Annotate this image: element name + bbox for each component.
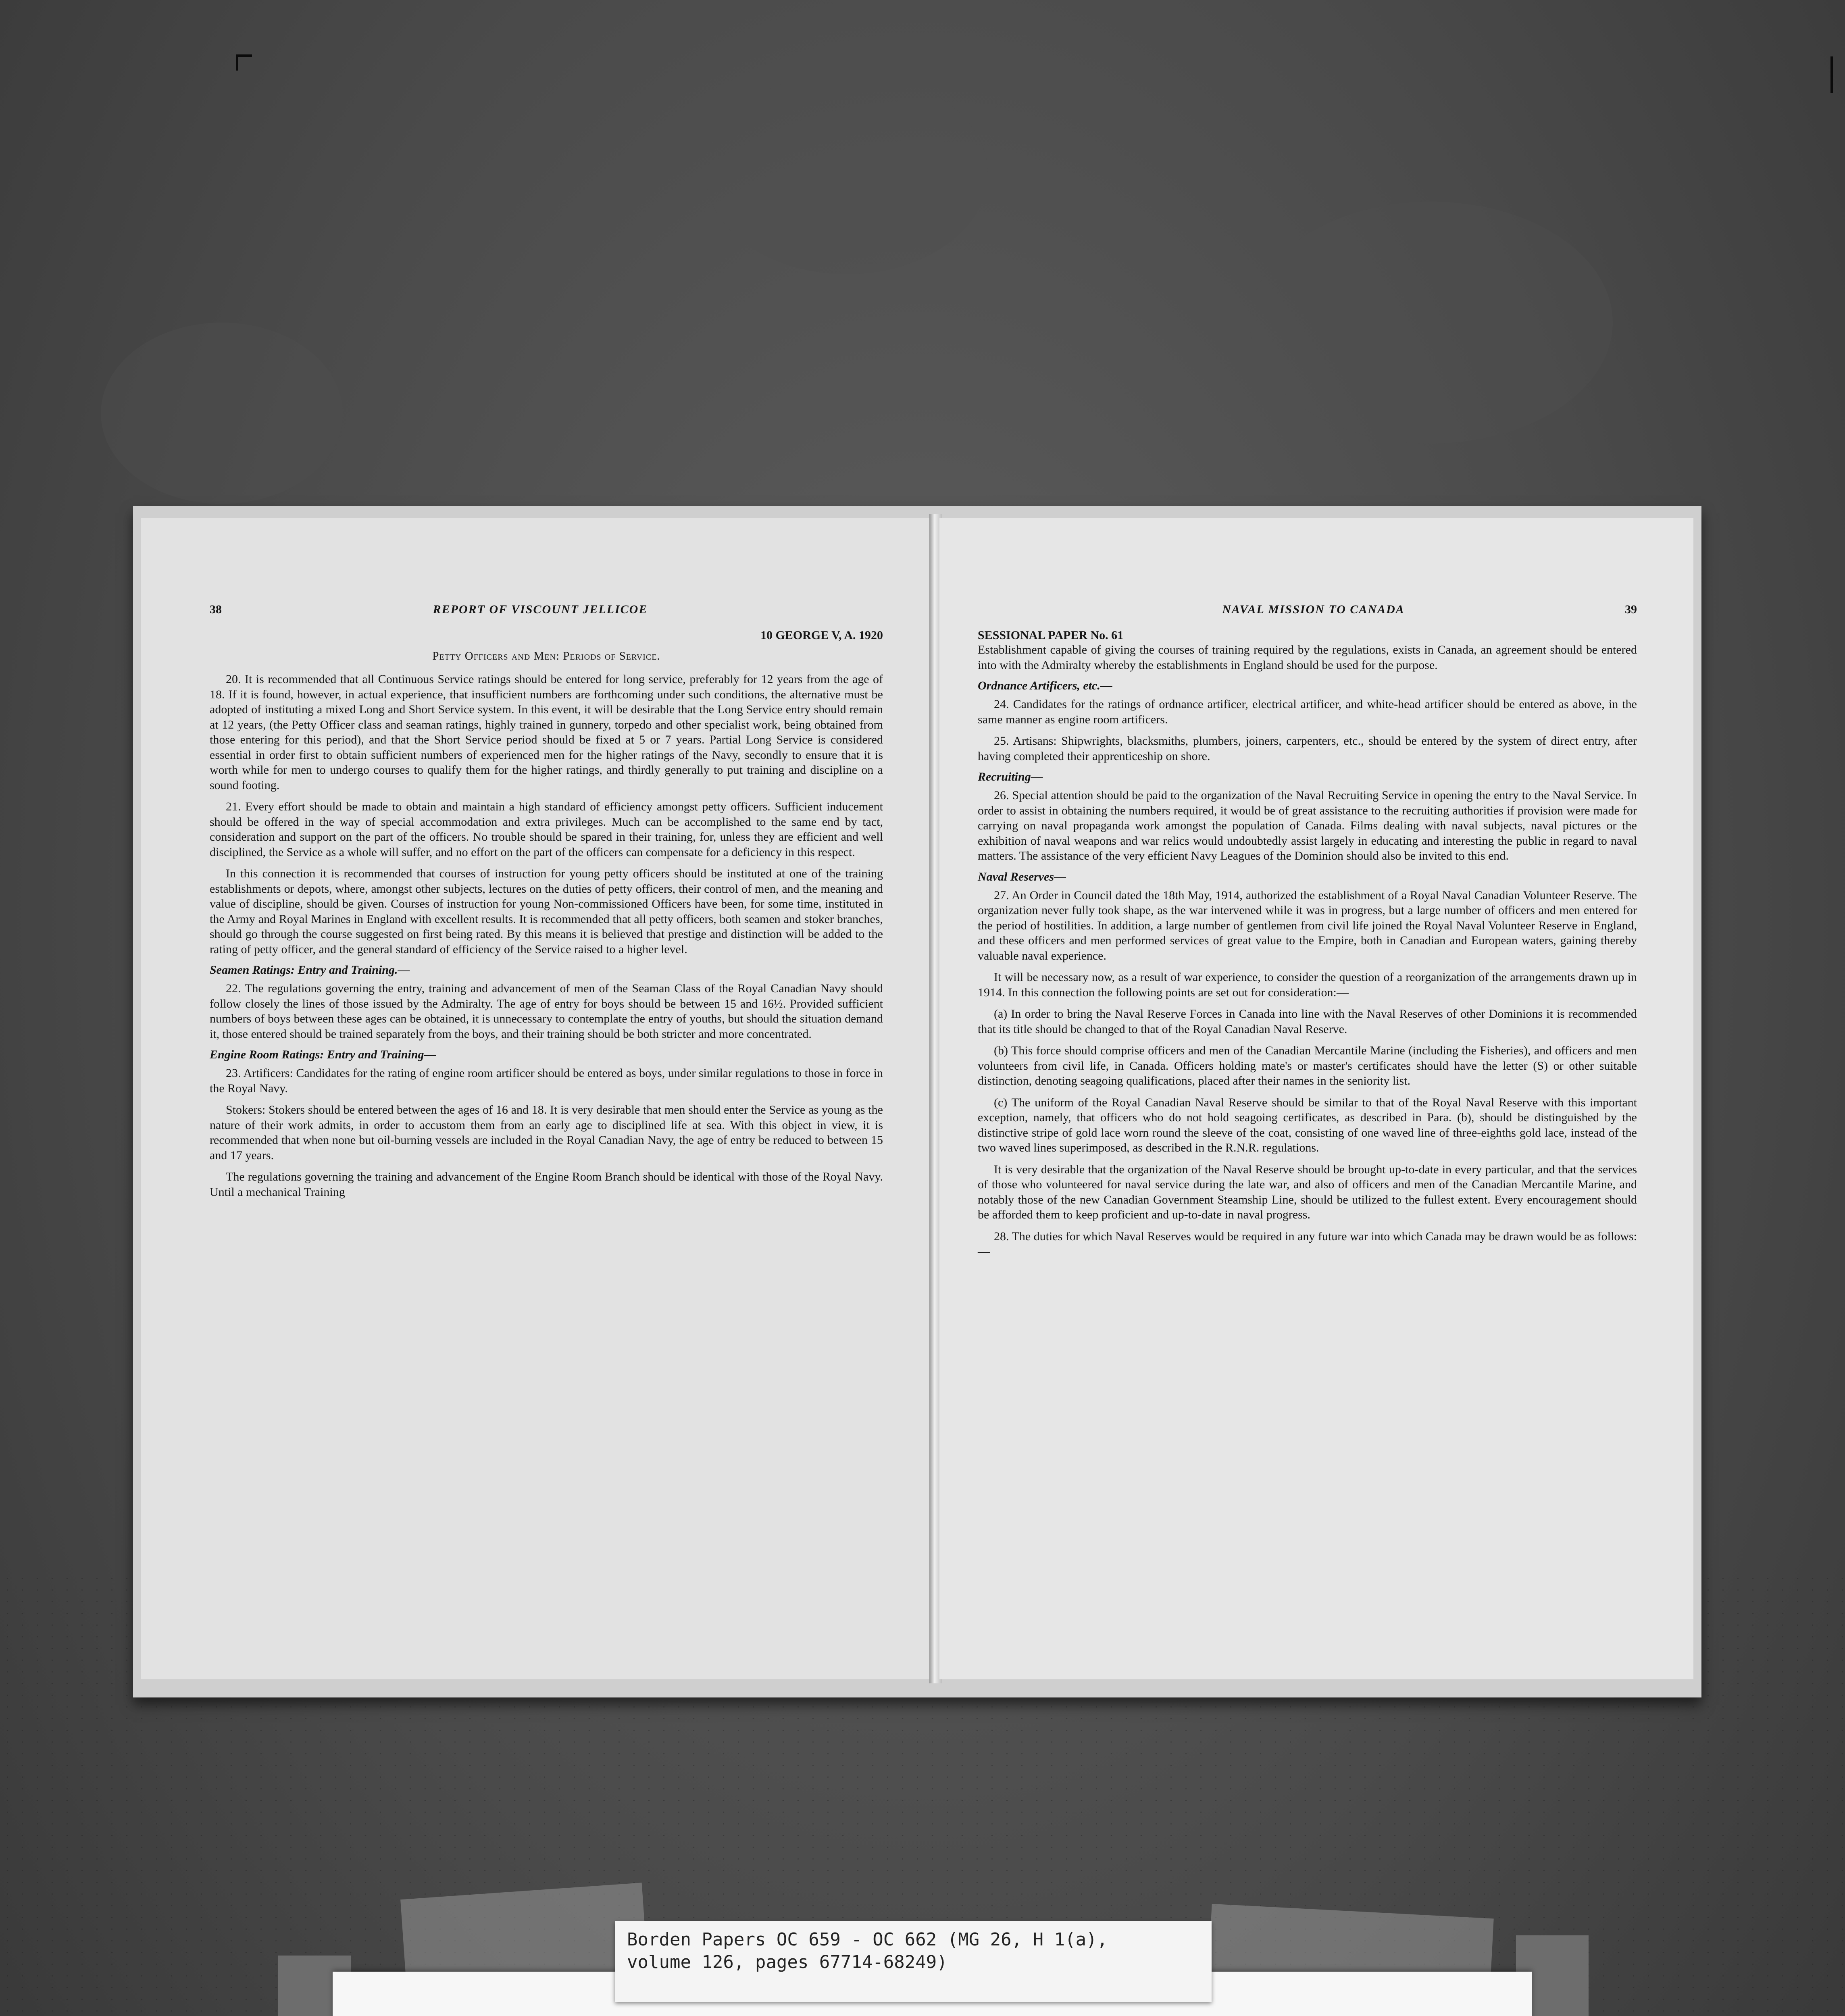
heading-seamen-ratings: Seamen Ratings: Entry and Training.— bbox=[210, 963, 410, 977]
heading-naval-reserves: Naval Reserves— bbox=[978, 870, 1066, 883]
right-page-number: 39 bbox=[1625, 603, 1637, 616]
heading-recruiting: Recruiting— bbox=[978, 770, 1043, 783]
background-stain bbox=[1250, 202, 1613, 444]
left-running-title: REPORT OF VISCOUNT JELLICOE bbox=[433, 603, 648, 616]
paragraph-24: 24. Candidates for the ratings of ordnance artificer, electrical artificer, and white-head artificer should be entered as above, in the same manner as engine room artificers. bbox=[978, 698, 1637, 726]
open-book bbox=[133, 506, 1701, 1697]
paragraph-23: 23. Artificers: Candidates for the rating of engine room artificer should be entered as boys, under similar regulations to those in force in the Royal Navy. bbox=[210, 1066, 883, 1095]
right-running-title: NAVAL MISSION TO CANADA bbox=[1222, 603, 1405, 616]
reference-label-line1: Borden Papers OC 659 - OC 662 (MG 26, H 1(a), bbox=[627, 1929, 1108, 1950]
right-running-header bbox=[978, 603, 1637, 616]
paragraph-b: (b) This force should comprise officers and men of the Canadian Mercantile Marine (including the Fisheries), and officers and men volunteers from civil life, in Canada. Officers holding mate's or master's certificates should have the letter (S) or other suitable distinction, denoting seagoing qualifications, placed after their names in the seniority list. bbox=[978, 1044, 1637, 1087]
reference-label bbox=[615, 1921, 1212, 2002]
paragraph-27: 27. An Order in Council dated the 18th May, 1914, authorized the establishment of a Royal Naval Canadian Volunteer Reserve. The organization never fully took shape, as the war intervened while it was in progress, but a large number of officers and men entered for the period of hostilities. In addition, a large number of gentlemen from civil life joined the Royal Naval Volunteer Reserve in England, and these officers and men performed services of great value to the Empire, both in Canadian and European waters, gaining thereby valuable naval experience. bbox=[978, 888, 1637, 962]
section-title: Petty Officers and Men: Periods of Service. bbox=[432, 650, 660, 662]
paragraph-c: (c) The uniform of the Royal Canadian Naval Reserve should be similar to that of the Royal Naval Reserve with this important exception, namely, that officers who do not hold seagoing certificates, as described in Para. (b), should be distinguished by the distinctive stripe of gold lace worn round the sleeve of the coat, consisting of one waved line of three-eighths gold lace, instead of the two waved lines superimposed, as described in the R.N.R. regulations. bbox=[978, 1095, 1637, 1154]
paragraph-28: 28. The duties for which Naval Reserves would be required in any future war into which Canada may be drawn would be as follows:— bbox=[978, 1229, 1637, 1258]
paragraph-regulations: The regulations governing the training and advancement of the Engine Room Branch should be identical with those of the Royal Navy. Until a mechanical Training bbox=[210, 1170, 883, 1199]
heading-engine-room: Engine Room Ratings: Entry and Training— bbox=[210, 1048, 436, 1061]
paragraph-desirable: It is very desirable that the organization of the Naval Reserve should be brought up-to-date in every particular, and that the services of those who volunteered for naval service during the late war, and also of officers and men of the Canadian Mercantile Marine, and notably those of the new Canadian Government Steamship Line, should be utilized to the fullest extent. Every encouragement should be afforded them to keep proficient and up-to-date in naval progress. bbox=[978, 1162, 1637, 1221]
paragraph-22: 22. The regulations governing the entry, training and advancement of men of the Seaman Class of the Royal Canadian Navy should follow closely the lines of those issued by the Admiralty. The age of entry for boys should be between 15 and 16½. Provided sufficient numbers of boys between these ages can be obtained, it is unnecessary to contemplate the entry of youths, but should the situation demand it, those entered should be trained separately from the boys, and their training should be both stricter and more concentrated. bbox=[210, 982, 883, 1041]
paragraph-a: (a) In order to bring the Naval Reserve Forces in Canada into line with the Naval Reserves of other Dominions it is recommended that its title should be changed to that of the Royal Canadian Naval Reserve. bbox=[978, 1007, 1637, 1036]
right-page bbox=[939, 518, 1693, 1679]
paragraph-21: 21. Every effort should be made to obtain and maintain a high standard of efficiency amongst petty officers. Sufficient inducement should be offered in the way of special accommodation and extra privileges. Much can be accomplished to the same end by tact, consideration and support on the part of the officers. No trouble should be spared in their training, for, unless they are efficient and well disciplined, the Service as a whole will suffer, and no effort on the part of the officers can compensate for a deficiency in this respect. bbox=[210, 800, 883, 859]
left-page-number: 38 bbox=[210, 603, 222, 616]
left-session-line: 10 GEORGE V, A. 1920 bbox=[760, 629, 883, 642]
paragraph-continued: Establishment capable of giving the courses of training required by the regulations, exists in Canada, an agreement should be entered into with the Admiralty whereby the establishments in England should be used for the purpose. bbox=[978, 643, 1637, 672]
paragraph-necessary: It will be necessary now, as a result of war experience, to consider the question of a reorganization of the arrangements drawn up in 1914. In this connection the following points are set out for consideration:— bbox=[978, 971, 1637, 999]
frame-mark-top-right bbox=[1830, 56, 1833, 93]
paragraph-21-cont: In this connection it is recommended that courses of instruction for young petty officers should be instituted at one of the training establishments or depots, where, amongst other subjects, lectures on the duties of petty officers, their control of men, and the meaning and value of discipline, should be given. Courses of instruction for young Non-commissioned Officers have been, for some time, instituted in the Army and Royal Marines in England with excellent results. It is recommended that all petty officers, both seamen and stoker branches, should go through the course suggested on first being rated. By this means it is believed that prestige and distinction will be added to the rating of petty officer, and the general standard of efficiency of the Service raised to a higher level. bbox=[210, 867, 883, 956]
left-running-header bbox=[210, 603, 883, 616]
paragraph-25: 25. Artisans: Shipwrights, blacksmiths, plumbers, joiners, carpenters, etc., should be entered by the system of direct entry, after having completed their apprenticeship on shore. bbox=[978, 734, 1637, 763]
frame-mark-top-left bbox=[236, 54, 238, 71]
heading-ordnance: Ordnance Artificers, etc.— bbox=[978, 679, 1112, 692]
left-page bbox=[141, 518, 931, 1679]
right-session-line: SESSIONAL PAPER No. 61 bbox=[978, 629, 1124, 642]
paragraph-26: 26. Special attention should be paid to the organization of the Naval Recruiting Service in opening the entry to the Naval Service. In order to assist in obtaining the numbers required, it would be of great assistance to the recruiting authorities if provision were made for carrying on naval propaganda work amongst the population of Canada. Films dealing with naval subjects, naval pictures or the exhibition of naval weapons and war relics would undoubtedly assist largely in educating and interesting the public in regard to naval matters. The assistance of the very efficient Navy Leagues of the Dominion should also be invited to this end. bbox=[978, 789, 1637, 862]
reference-label-line2: volume 126, pages 67714-68249) bbox=[627, 1952, 947, 1972]
background-stain bbox=[706, 73, 988, 274]
paragraph-stokers: Stokers: Stokers should be entered between the ages of 16 and 18. It is very desirable that men should enter the Service as young as the nature of their work admits, in order to accustom them from an early age to disciplined life at sea. With this object in view, it is recommended that when none but oil-burning vessels are included in the Royal Canadian Navy, the age of entry be reduced to between 15 and 17 years. bbox=[210, 1103, 883, 1162]
background-stain bbox=[101, 323, 343, 504]
frame-mark-top-left bbox=[236, 54, 252, 57]
paragraph-20: 20. It is recommended that all Continuous Service ratings should be entered for long service, preferably for 12 years from the age of 18. If it is found, however, in actual experience, that insufficient numbers are forthcoming under such conditions, the alternative must be adopted of instituting a mixed Long and Short Service system. In this event, it will be desirable that the Long Service entry should remain at 12 years, (the Petty Officer class and seaman ratings, highly trained in gunnery, torpedo and other specialist work, being obtained from those entering for this period), and that the Short Service period should be fixed at 5 or 7 years. Partial Long Service is considered essential in order first to obtain sufficient numbers of experienced men for the higher ratings of the Navy, secondly to ensure that it is worth while for men to undergo courses to qualify them for the higher ratings, and thirdly generally to put training and discipline on a sound footing. bbox=[210, 673, 883, 792]
